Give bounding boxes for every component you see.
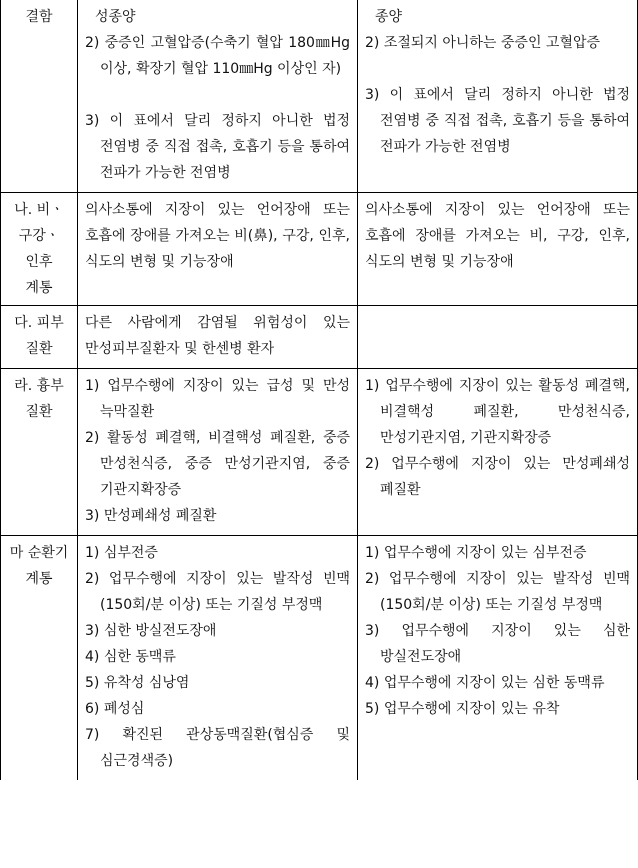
- criteria-cell-left: [78, 306, 358, 369]
- criteria-item: 의사소통에 지장이 있는 언어장애 또는 호흡에 장애를 가져오는 비, 구강, 인후, 식도의 변형 및 기능장애: [365, 202, 630, 270]
- category-label: 계통: [25, 280, 53, 296]
- criteria-item: 3) 심한 방실전도장애: [85, 623, 217, 639]
- category-cell: [1, 536, 78, 781]
- criteria-item: 3) 업무수행에 지장이 있는 심한 방실전도장애: [365, 623, 630, 665]
- criteria-item: 2) 업무수행에 지장이 있는 만성폐쇄성 폐질환: [365, 456, 630, 498]
- category-label: 나. 비ㆍ: [14, 202, 64, 218]
- criteria-item: 6) 폐성심: [85, 701, 145, 717]
- criteria-item: 의사소통에 지장이 있는 언어장애 또는 호흡에 장애를 가져오는 비(鼻), 구강, 인후, 식도의 변형 및 기능장애: [85, 202, 350, 270]
- column-subheader: 종양: [375, 9, 403, 25]
- criteria-item: 7) 확진된 관상동맥질환(협심증 및 심근경색증): [85, 727, 350, 769]
- category-label: 라. 흉부: [14, 378, 64, 394]
- category-label: 질환: [25, 404, 53, 420]
- criteria-cell-right: [358, 369, 638, 536]
- criteria-item: 5) 업무수행에 지장이 있는 유착: [365, 701, 560, 717]
- category-label: 결함: [25, 9, 53, 25]
- criteria-item: 4) 업무수행에 지장이 있는 심한 동맥류: [365, 675, 605, 691]
- spacer: [85, 82, 350, 108]
- table-row: [1, 306, 638, 369]
- criteria-item: 2) 중증인 고혈압증(수축기 혈압 180㎜Hg 이상, 확장기 혈압 110㎜Hg 이상인 자): [85, 35, 350, 77]
- criteria-item: 1) 업무수행에 지장이 있는 심부전증: [365, 545, 587, 561]
- category-cell: [1, 193, 78, 306]
- category-cell: [1, 0, 78, 193]
- criteria-item: 3) 이 표에서 달리 정하지 아니한 법정 전염병 중 직접 접촉, 호흡기 등을 통하여 전파가 가능한 전염병: [365, 87, 630, 155]
- criteria-cell-left: [78, 536, 358, 781]
- criteria-cell-right: [358, 0, 638, 193]
- criteria-item: 3) 만성폐쇄성 폐질환: [85, 508, 217, 524]
- criteria-item: 3) 이 표에서 달리 정하지 아니한 법정 전염병 중 직접 접촉, 호흡기 등을 통하여 전파가 가능한 전염병: [85, 113, 350, 181]
- table-row: [1, 193, 638, 306]
- table-row: [1, 0, 638, 193]
- category-cell: [1, 306, 78, 369]
- table-row: [1, 536, 638, 781]
- criteria-item: 다른 사람에게 감염될 위험성이 있는 만성피부질환자 및 한센병 환자: [85, 315, 350, 357]
- criteria-item: 4) 심한 동맥류: [85, 649, 176, 665]
- criteria-item: 1) 업무수행에 지장이 있는 급성 및 만성 늑막질환: [85, 378, 350, 420]
- category-label: 다. 피부: [14, 315, 64, 331]
- category-label: 계통: [25, 571, 53, 587]
- criteria-item: 2) 업무수행에 지장이 있는 발작성 빈맥(150회/분 이상) 또는 기질성 부정맥: [85, 571, 350, 613]
- criteria-item: 5) 유착성 심낭염: [85, 675, 190, 691]
- table-row: [1, 369, 638, 536]
- criteria-item: 1) 심부전증: [85, 545, 158, 561]
- criteria-item: 2) 업무수행에 지장이 있는 발작성 빈맥(150회/분 이상) 또는 기질성 부정맥: [365, 571, 630, 613]
- category-label: 구강ㆍ: [18, 228, 60, 244]
- spacer: [365, 56, 630, 82]
- criteria-item: 2) 활동성 폐결핵, 비결핵성 폐질환, 중증 만성천식증, 중증 만성기관지염, 중증 기관지확장증: [85, 430, 350, 498]
- criteria-cell-right: [358, 193, 638, 306]
- category-cell: [1, 369, 78, 536]
- criteria-cell-right: [358, 536, 638, 781]
- criteria-cell-right: [358, 306, 638, 369]
- criteria-item: 2) 조절되지 아니하는 중증인 고혈압증: [365, 35, 601, 51]
- category-label: 마 순환기: [9, 545, 69, 561]
- criteria-cell-left: [78, 369, 358, 536]
- category-label: 인후: [25, 254, 53, 270]
- criteria-item: 1) 업무수행에 지장이 있는 활동성 폐결핵, 비결핵성 폐질환, 만성천식증, 만성기관지염, 기관지확장증: [365, 378, 630, 446]
- category-label: 질환: [25, 341, 53, 357]
- column-subheader: 성종양: [95, 9, 136, 25]
- criteria-cell-left: [78, 0, 358, 193]
- criteria-cell-left: [78, 193, 358, 306]
